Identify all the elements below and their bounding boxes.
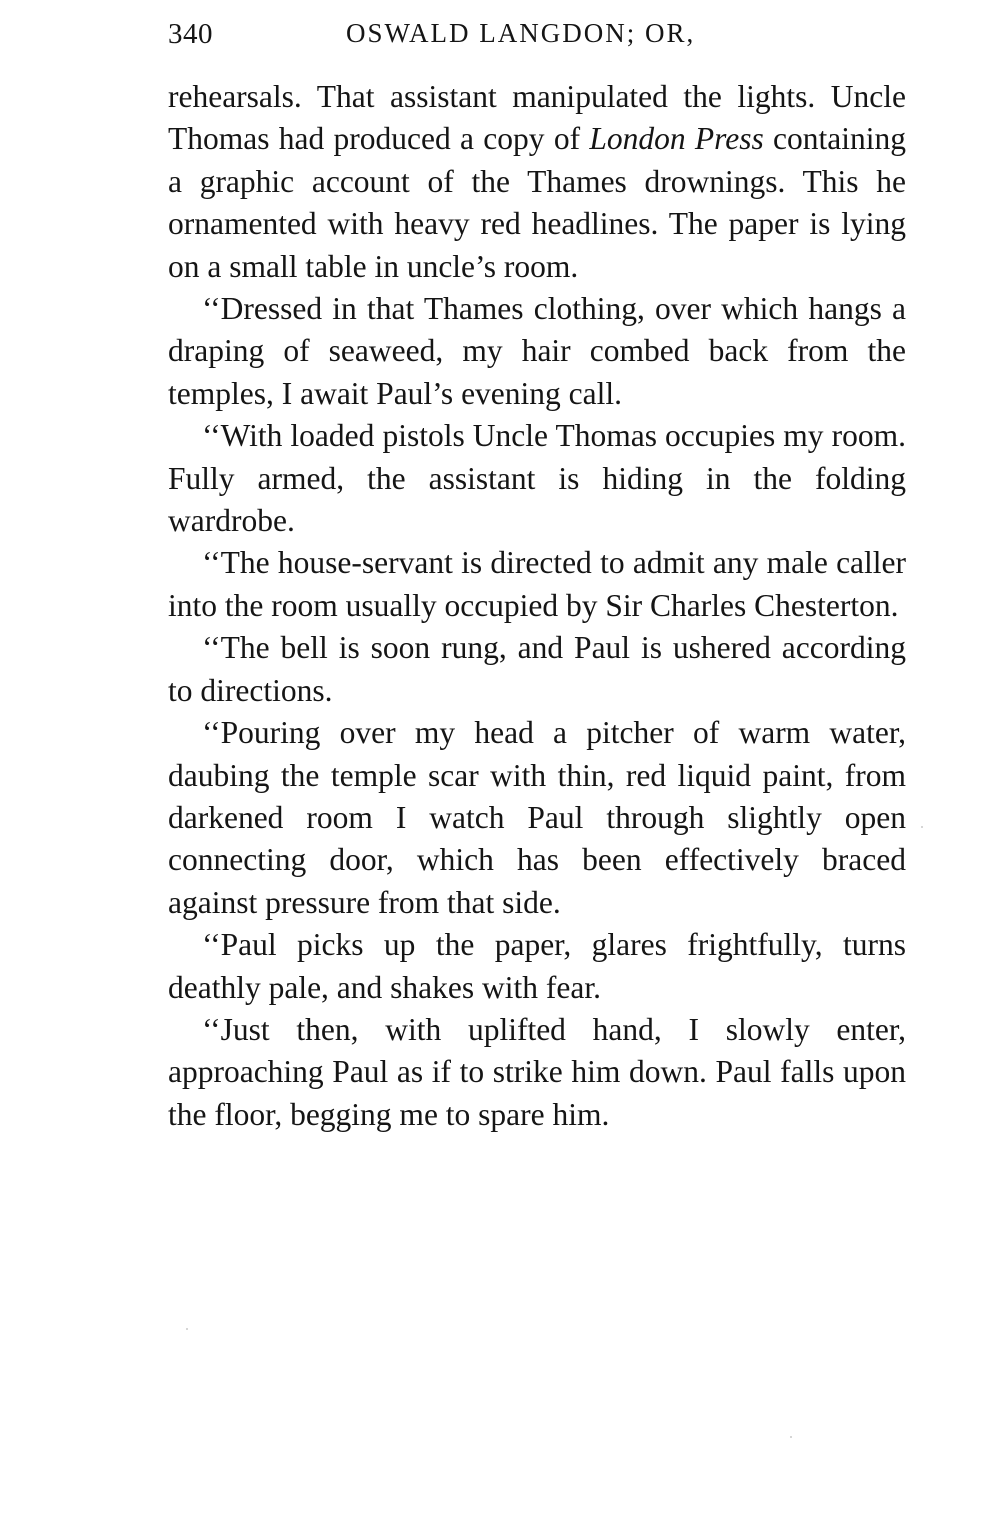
running-head [168,14,908,58]
running-title: OSWALD LANGDON; OR, [346,18,696,48]
paragraph-text-after: containing a graphic account of the Thames drownings. This he ornamented with heavy red headlines. The paper is lying on a small table in uncle’s room. [168,121,906,284]
paragraph: ‘‘Paul picks up the paper, glares frightfully, turns deathly pale, and shakes with fear. [168,927,906,1005]
scan-speck [790,1436,792,1438]
paragraph-text-before: rehearsals. That assistant manipulated the lights. Uncle Thomas had produced a copy of [168,79,906,157]
paragraph: ‘‘With loaded pistols Uncle Thomas occupies my room. Fully armed, the assistant is hiding in the folding wardrobe. [168,418,906,539]
italic-newspaper-title: London Press [589,121,764,157]
paragraph: ‘‘Just then, with uplifted hand, I slowly enter, approaching Paul as if to strike him down. Paul falls upon the floor, begging me to spare him. [168,1011,906,1132]
paragraph: ‘‘The bell is soon rung, and Paul is ushered according to directions. [168,630,906,708]
body-text [168,76,906,1136]
paragraph: ‘‘Pouring over my head a pitcher of warm water, daubing the temple scar with thin, red liquid paint, from darkened room I watch Paul through slightly open connecting door, which has been effectively braced against pressure from that side. [168,715,906,920]
paragraph-continued [168,76,906,288]
paragraph: ‘‘The house-servant is directed to admit any male caller into the room usually occupied by Sir Charles Chesterton. [168,545,906,623]
page-number: 340 [168,18,213,50]
scan-speck [921,826,923,828]
scan-speck [186,1328,188,1330]
paragraph: ‘‘Dressed in that Thames clothing, over which hangs a draping of seaweed, my hair combed back from the temples, I await Paul’s evening call. [168,291,906,411]
